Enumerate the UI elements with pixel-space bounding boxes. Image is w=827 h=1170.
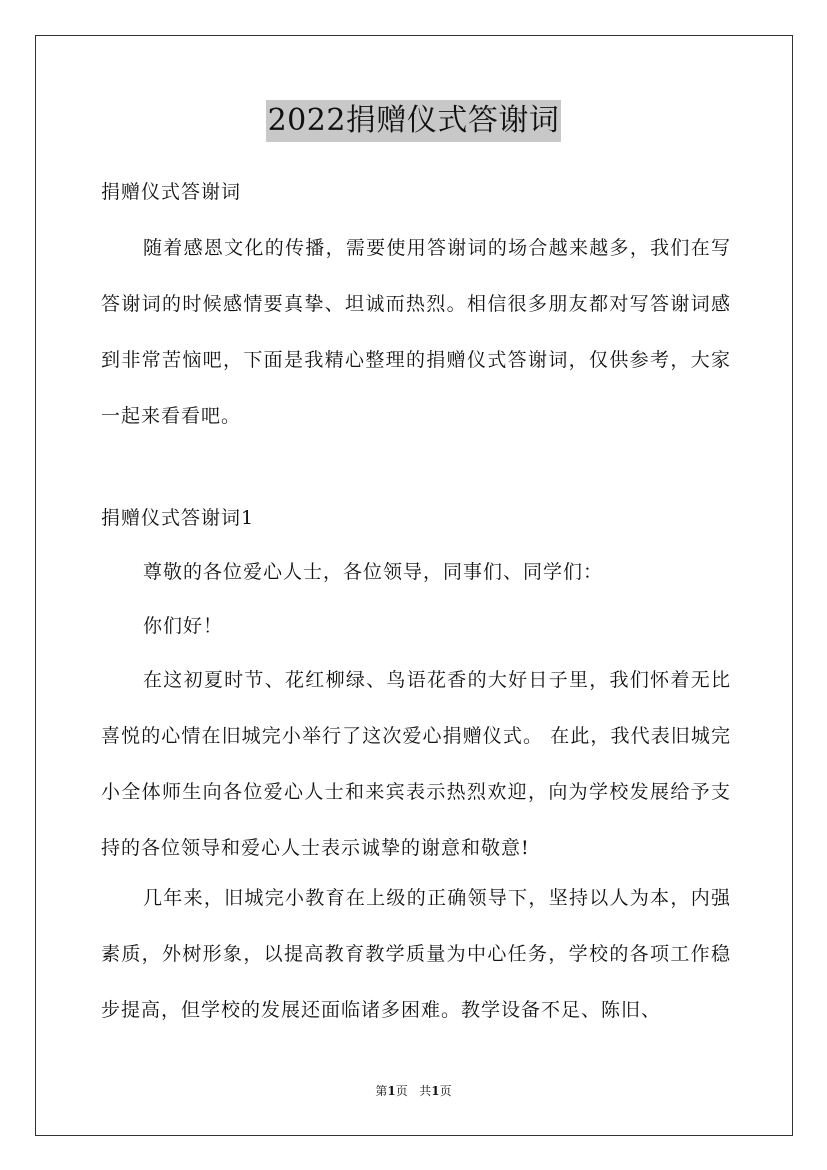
body-paragraph-1: 在这初夏时节、花红柳绿、鸟语花香的大好日子里，我们怀着无比喜悦的心情在旧城完小举行了这次爱心捐赠仪式。 在此，我代表旧城完小全体师生向各位爱心人士和来宾表示热烈欢迎，向为学校发展给予支持的各位领导和爱心人士表示诚挚的谢意和敬意!: [101, 669, 731, 859]
document-subtitle: 捐赠仪式答谢词: [101, 181, 242, 203]
title-container: [0, 100, 827, 142]
section-heading: 捐赠仪式答谢词1: [101, 507, 255, 529]
document-title: 2022捐赠仪式答谢词: [266, 100, 562, 142]
salutation: 尊敬的各位爱心人士，各位领导，同事们、同学们：: [143, 561, 604, 583]
body-paragraph-2: 几年来，旧城完小教育在上级的正确领导下，坚持以人为本，内强素质，外树形象，以提高教育教学质量为中心任务，学校的各项工作稳步提高，但学校的发展还面临诸多困难。教学设备不足、陈旧、: [101, 887, 731, 1021]
page-footer: [0, 1083, 827, 1099]
intro-paragraph: 随着感恩文化的传播，需要使用答谢词的场合越来越多，我们在写答谢词的时候感情要真挚、坦诚而热烈。相信很多朋友都对写答谢词感到非常苦恼吧，下面是我精心整理的捐赠仪式答谢词，仅供参考，大家一起来看看吧。: [101, 237, 731, 427]
footer-prefix: 第: [375, 1084, 388, 1098]
footer-mid: 页 共: [395, 1084, 432, 1098]
footer-page-number: 1: [387, 1084, 396, 1098]
greeting: 你们好！: [143, 615, 224, 637]
footer-suffix: 页: [439, 1084, 452, 1098]
footer-total-pages: 1: [431, 1084, 440, 1098]
